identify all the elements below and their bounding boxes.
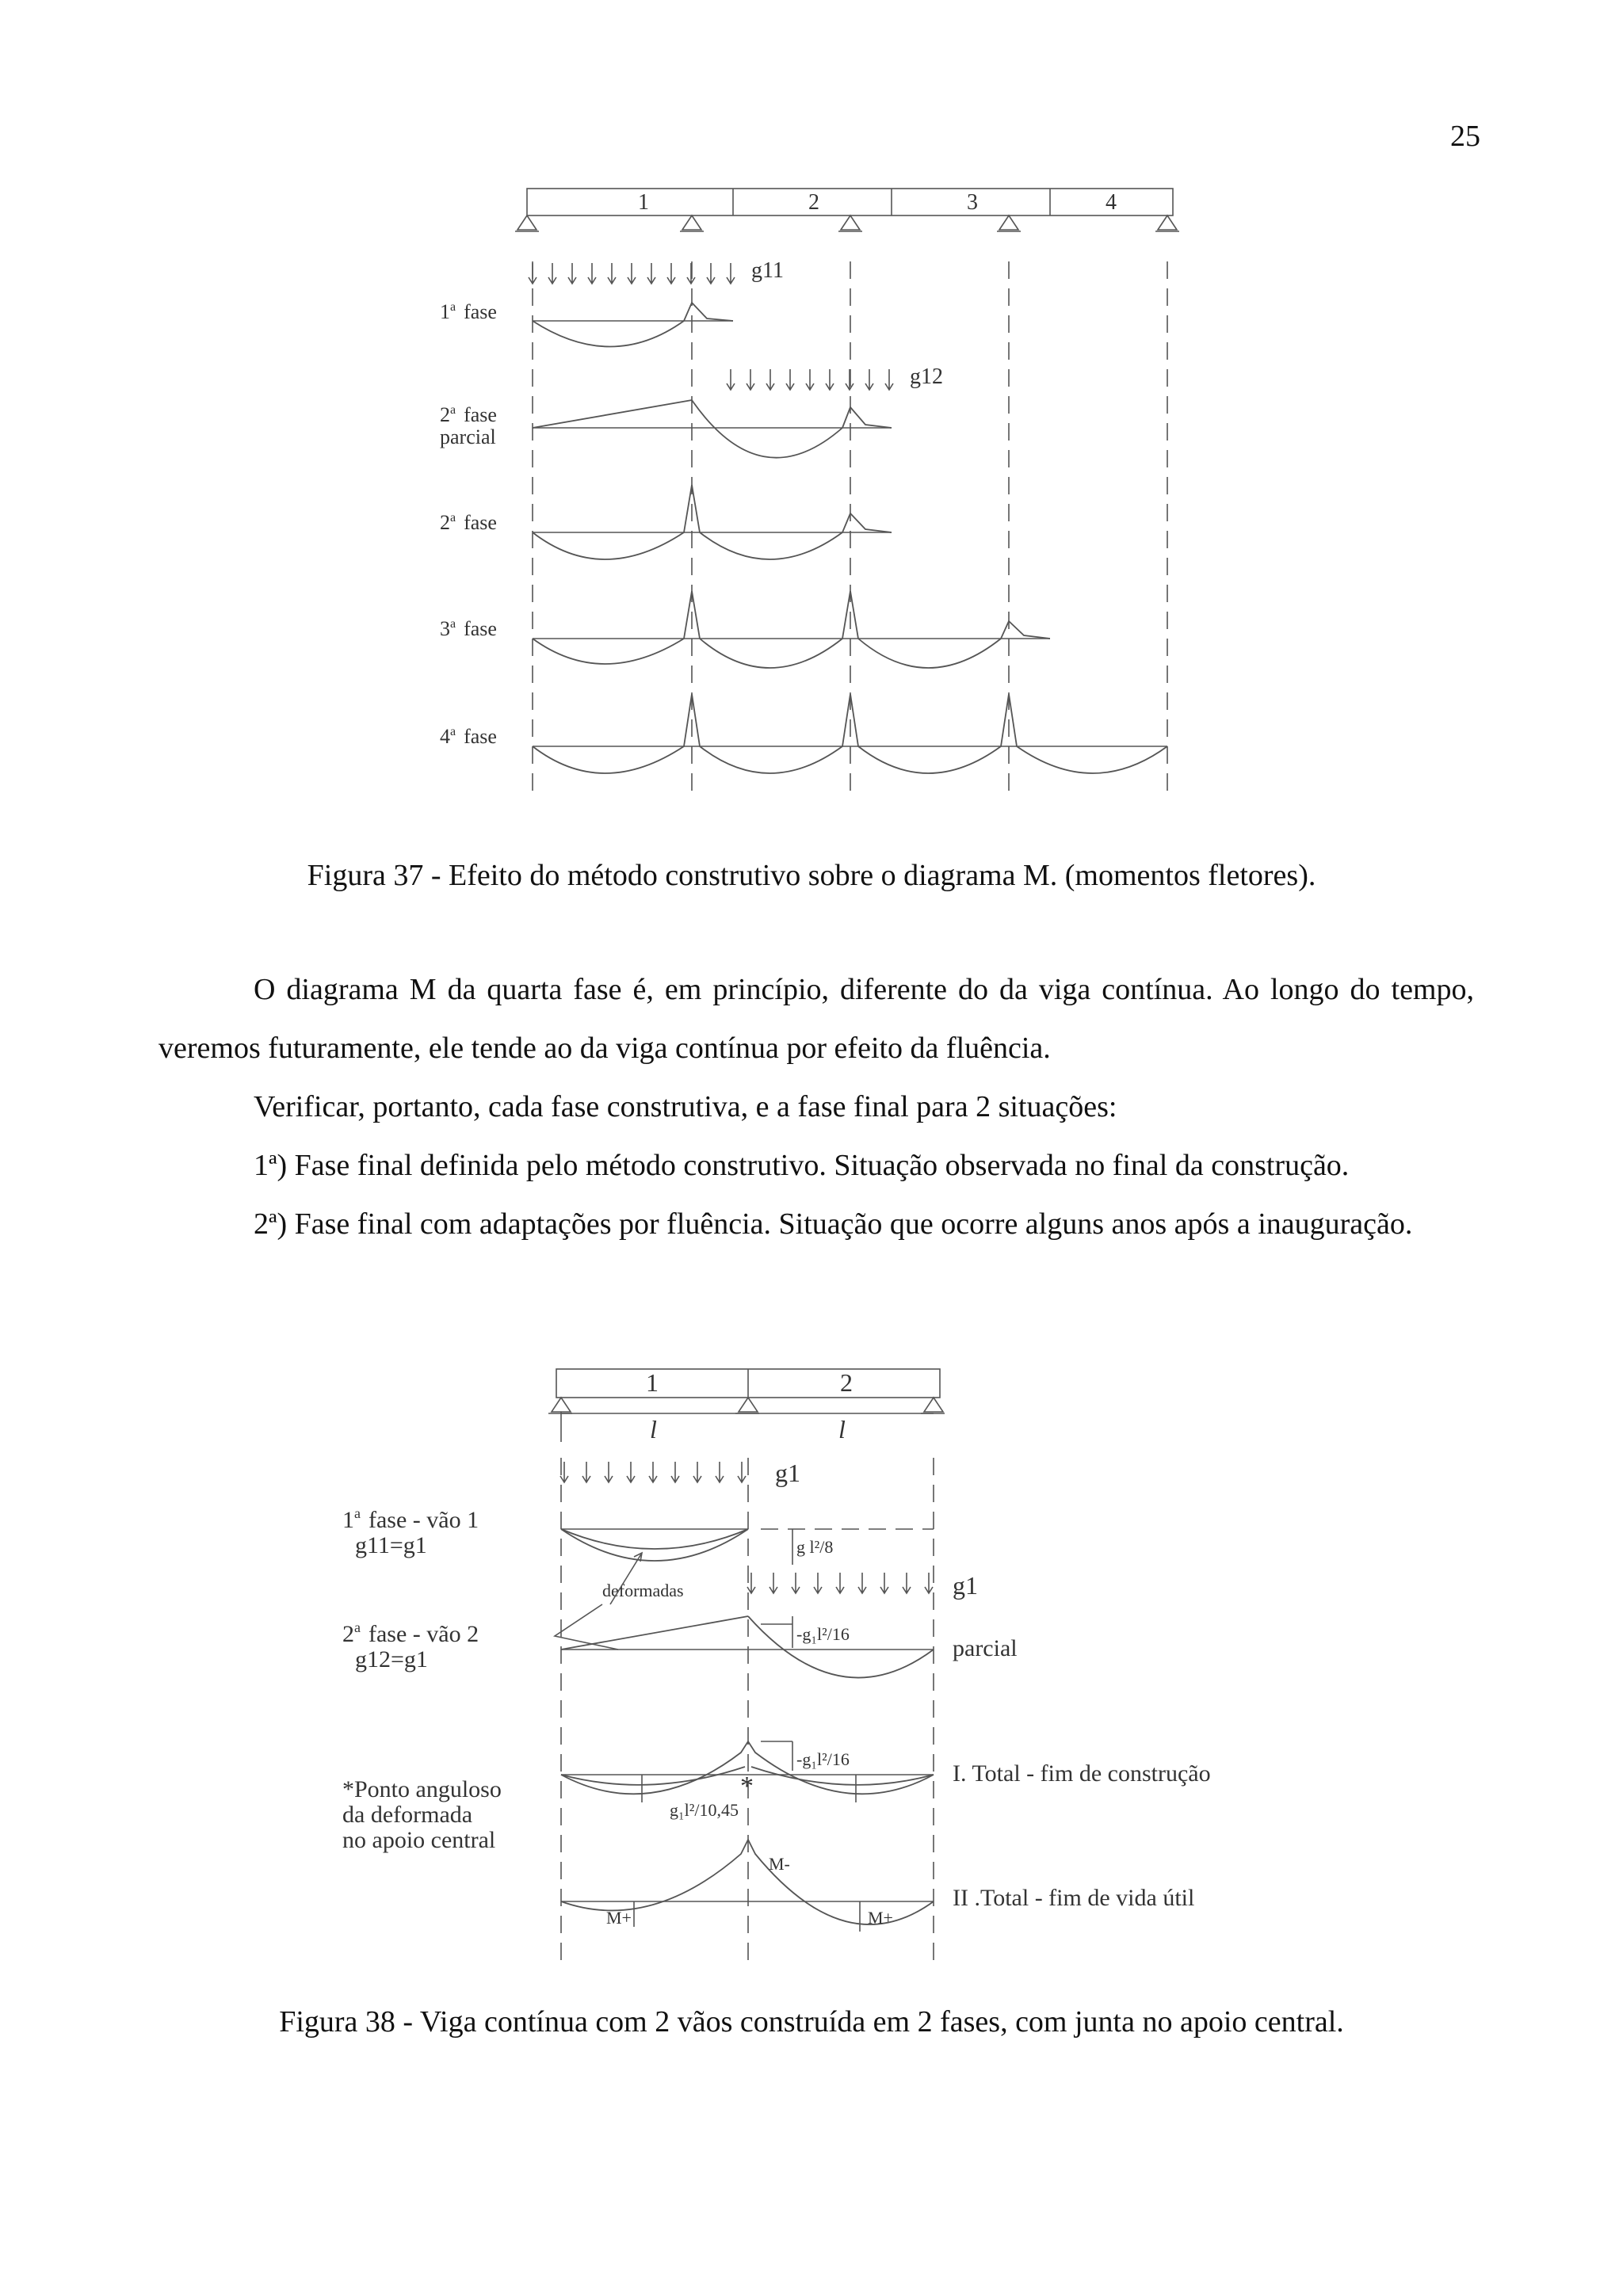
span-length-label: l [838, 1415, 846, 1444]
moment-label: g l²/8 [796, 1537, 834, 1557]
phase-label: 4$^a$ fase [440, 725, 497, 748]
moment-label: -g₁l²/16 [796, 1624, 850, 1644]
phase-label-extra: parcial [440, 425, 496, 448]
figure-37-caption: Figura 37 - Efeito do método construtivo sobre o diagrama M. (momentos fletores). [307, 859, 1316, 892]
phase-label-load: g11=g1 [355, 1532, 427, 1558]
note-text: da deformada [342, 1802, 473, 1828]
span-label: 2 [840, 1368, 853, 1397]
span-label: 4 [1106, 190, 1117, 215]
figure-38-caption: Figura 38 - Viga contínua com 2 vãos construída em 2 fases, com junta no apoio central. [279, 2005, 1344, 2039]
load-label-right: g1 [953, 1571, 978, 1600]
total-label: I. Total - fim de construção [953, 1760, 1211, 1787]
span-label: 3 [967, 190, 978, 215]
span-label: 1 [638, 190, 649, 215]
paragraph: O diagrama M da quarta fase é, em princípio, diferente do da viga contínua. Ao longo do tempo, veremos futuramente, ele tende ao da viga contínua por efeito da fluência. [158, 973, 1474, 1065]
total-label: II .Total - fim de vida útil [953, 1885, 1195, 1911]
moment-label: M- [769, 1854, 790, 1874]
load-arrows-g1-span2 [747, 1573, 933, 1593]
moment-label: M+ [868, 1908, 893, 1928]
deformadas-label: deformadas [602, 1581, 684, 1600]
page-number: 25 [1450, 120, 1480, 153]
phase-label: 1$^a$ fase - vão 1 [342, 1505, 479, 1533]
support-icons [548, 1398, 945, 1413]
moment-label: g₁l²/10,45 [670, 1800, 739, 1820]
span-length-label: l [650, 1415, 657, 1444]
list-item: 2ª) Fase final com adaptações por fluência. Situação que ocorre alguns anos após a inauguração. [254, 1207, 1413, 1241]
load-label-g12: g12 [910, 364, 943, 389]
note-text: no apoio central [342, 1827, 496, 1853]
phase-label: 3$^a$ fase [440, 617, 497, 640]
moment-label: -g₁l²/16 [796, 1749, 850, 1769]
asterisk-mark: * [740, 1772, 754, 1801]
parcial-label: parcial [953, 1635, 1018, 1661]
list-item: 1ª) Fase final definida pelo método construtivo. Situação observada no final da construção. [254, 1149, 1350, 1182]
phase-label-load: g12=g1 [355, 1646, 428, 1672]
load-arrows-g1 [560, 1462, 746, 1482]
paragraph: Verificar, portanto, cada fase construtiva, e a fase final para 2 situações: [254, 1090, 1117, 1123]
span-label: 2 [808, 190, 819, 215]
span-label: 1 [646, 1368, 659, 1397]
moment-label: M+ [606, 1908, 632, 1928]
phase-label: 2$^a$ fase [440, 403, 497, 426]
note-text: *Ponto anguloso [342, 1776, 502, 1802]
load-label-g1: g1 [775, 1459, 800, 1487]
phase-label: 1$^a$ fase [440, 300, 497, 323]
load-label-g11: g11 [751, 258, 784, 283]
phase-label: 2$^a$ fase - vão 2 [342, 1619, 479, 1647]
phase-label: 2$^a$ fase [440, 511, 497, 534]
